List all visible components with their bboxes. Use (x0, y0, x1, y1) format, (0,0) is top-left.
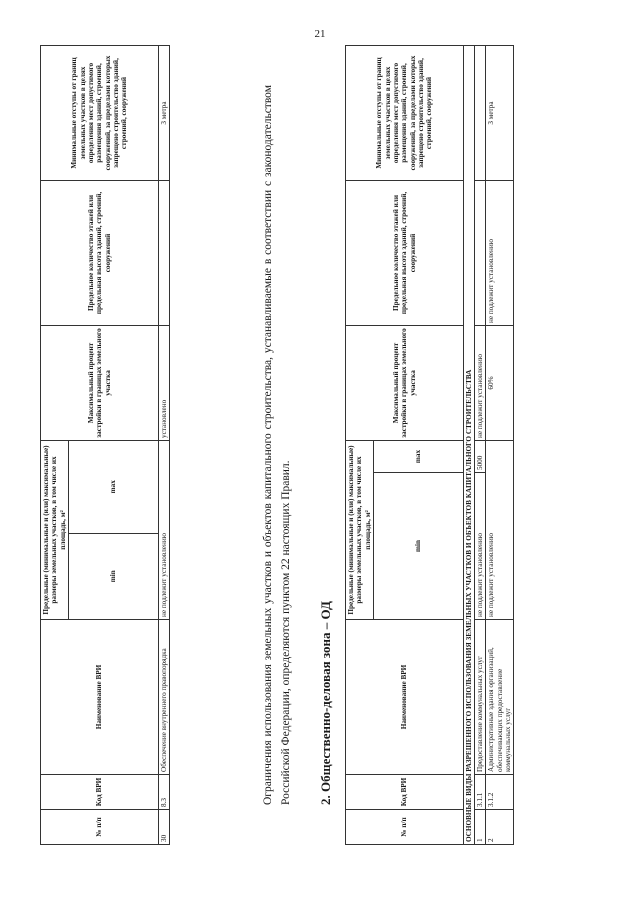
cell-name: Обеспечение внутреннего правопорядка (158, 620, 169, 775)
th-num: № п/п (346, 810, 464, 845)
cell-code: 3.1.2 (486, 775, 514, 810)
restrictions-paragraph: Ограничения использования земельных участков и объектов капитального строительства, устанавливаемые в соответствии с законодательством Российской Федерации, определяются пунктом 22 настоящих Правил. (262, 85, 292, 805)
th-min: min (373, 473, 463, 620)
th-floors: Предельное количество этажей или предельная высота зданий, строений, сооружений (41, 181, 159, 326)
cell-name: Предоставление коммунальных услуг (475, 620, 486, 775)
th-name: Наименование ВРИ (346, 620, 464, 775)
th-area: Предельные (минимальные и (или) максимальные) размеры земельных участков, в том числе их площадь, м² (346, 441, 374, 620)
th-min: min (68, 533, 158, 619)
table-lower (345, 45, 514, 845)
th-setback: Минимальные отступы от границ земельных участков в целях определения мест допустимого размещения зданий, строений, сооружений, за пределами которых запрещено строительство зданий, строений, сооружений (346, 46, 464, 181)
cell-area: не подлежит установлению (158, 441, 169, 620)
cell-area: не подлежит установлению (486, 441, 514, 620)
th-area: Предельные (минимальные и (или) максимальные) размеры земельных участков, в том числе их площадь, м² (41, 441, 69, 620)
cell-setback: 3 метра (486, 46, 514, 181)
th-name: Наименование ВРИ (41, 620, 159, 775)
cell-percent: не подлежит установлению (475, 326, 486, 441)
th-percent: Максимальный процент застройки в границах земельного участка (41, 326, 159, 441)
cell-code: 3.1.1 (475, 775, 486, 810)
th-max: max (373, 441, 463, 473)
section-heading: 2. Общественно-деловая зона – ОД (318, 601, 333, 805)
cell-num: 1 (475, 810, 486, 845)
cell-floors (158, 181, 169, 326)
th-code: Код ВРИ (346, 775, 464, 810)
th-percent: Максимальный процент застройки в границах земельного участка (346, 326, 464, 441)
th-floors: Предельное количество этажей или предельная высота зданий, строений, сооружений (346, 181, 464, 326)
cell-name: Административные здания организаций, обеспечивающих предоставление коммунальных услуг (486, 620, 514, 775)
cell-min: не подлежит установлению (475, 473, 486, 620)
th-code: Код ВРИ (41, 775, 159, 810)
th-max: max (68, 441, 158, 534)
cell-setback: 3 метра (158, 46, 169, 181)
cell-percent: 60% (486, 326, 514, 441)
cell-code: 8.3 (158, 775, 169, 810)
cell-max: 5000 (475, 441, 486, 473)
table-upper (40, 45, 170, 845)
cell-floors (475, 181, 486, 326)
cell-num: 30 (158, 810, 169, 845)
th-setback: Минимальные отступы от границ земельных участков в целях определения мест допустимого размещения зданий, строений, сооружений, за пределами которых запрещено строительство зданий, строений, сооружений (41, 46, 159, 181)
table-row (475, 46, 486, 845)
table-row (158, 46, 169, 845)
table-row (486, 46, 514, 845)
page-number: 21 (314, 28, 326, 40)
th-num: № п/п (41, 810, 159, 845)
section-title: ОСНОВНЫЕ ВИДЫ РАЗРЕШЕННОГО ИСПОЛЬЗОВАНИЯ ЗЕМЕЛЬНЫХ УЧАСТКОВ И ОБЪЕКТОВ КАПИТАЛЬНОГО СТРОИТЕЛЬСТВА (463, 46, 474, 845)
cell-percent: установлено (158, 326, 169, 441)
cell-floors: не подлежит установлению (486, 181, 514, 326)
section-row (463, 46, 474, 845)
cell-num: 2 (486, 810, 514, 845)
cell-setback (475, 46, 486, 181)
